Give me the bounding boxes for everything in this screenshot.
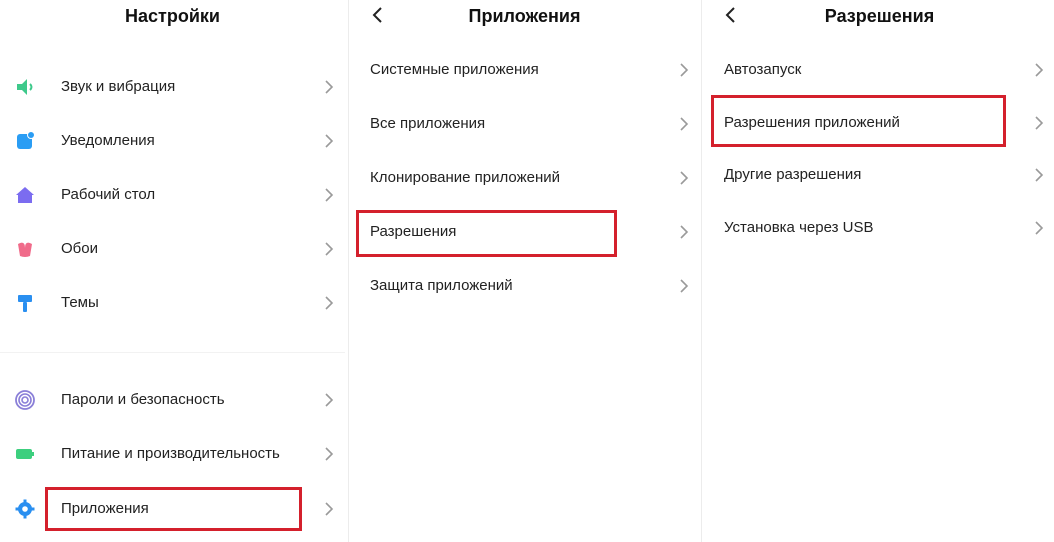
chevron-right-icon — [1034, 116, 1044, 130]
permissions-item-usb-install[interactable] — [705, 208, 1054, 248]
screen-divider — [348, 0, 349, 542]
apps-item-app-lock[interactable] — [352, 266, 697, 306]
settings-item-sound[interactable] — [0, 67, 345, 107]
apps-item-clone-apps[interactable] — [352, 158, 697, 198]
settings-item-label: Рабочий стол — [61, 186, 156, 203]
chevron-right-icon — [324, 188, 334, 202]
apps-item-label: Клонирование приложений — [370, 169, 561, 186]
page-title: Приложения — [468, 6, 581, 26]
screen-divider — [701, 0, 702, 542]
sound-icon — [14, 76, 36, 98]
settings-item-label: Темы — [61, 294, 99, 311]
settings-item-label: Пароли и безопасность — [61, 391, 225, 408]
wallpaper-icon — [14, 238, 36, 260]
chevron-right-icon — [324, 242, 334, 256]
apps-item-label: Защита приложений — [370, 277, 513, 294]
chevron-right-icon — [324, 80, 334, 94]
permissions-item-label: Разрешения приложений — [724, 114, 900, 131]
permissions-item-label: Другие разрешения — [724, 166, 862, 183]
settings-item-battery[interactable] — [0, 434, 345, 474]
section-divider — [0, 352, 345, 353]
gear-icon — [14, 498, 36, 520]
permissions-item-label: Установка через USB — [724, 219, 874, 236]
chevron-right-icon — [324, 134, 334, 148]
themes-icon — [14, 292, 36, 314]
permissions-item-other[interactable] — [705, 155, 1054, 195]
settings-item-home-screen[interactable] — [0, 175, 345, 215]
chevron-right-icon — [679, 279, 689, 293]
settings-item-notifications[interactable] — [0, 121, 345, 161]
battery-icon — [14, 443, 36, 465]
chevron-right-icon — [324, 447, 334, 461]
chevron-right-icon — [679, 171, 689, 185]
chevron-right-icon — [679, 117, 689, 131]
apps-screen — [352, 0, 697, 542]
apps-item-all-apps[interactable] — [352, 104, 697, 144]
home-icon — [14, 184, 36, 206]
permissions-item-app-permissions[interactable] — [705, 103, 1054, 143]
permissions-item-autostart[interactable] — [705, 50, 1054, 90]
settings-item-label: Звук и вибрация — [61, 78, 176, 95]
apps-item-label: Разрешения — [370, 223, 457, 240]
page-title: Настройки — [125, 6, 220, 26]
settings-item-wallpaper[interactable] — [0, 229, 345, 269]
apps-item-label: Системные приложения — [370, 61, 539, 78]
apps-item-label: Все приложения — [370, 115, 486, 132]
chevron-right-icon — [324, 296, 334, 310]
permissions-item-label: Автозапуск — [724, 61, 802, 78]
apps-item-permissions[interactable] — [352, 212, 697, 252]
settings-item-apps[interactable] — [0, 489, 345, 529]
settings-item-label: Обои — [61, 240, 98, 257]
settings-screen — [0, 0, 345, 542]
permissions-screen — [705, 0, 1054, 542]
settings-item-themes[interactable] — [0, 283, 345, 323]
apps-item-system-apps[interactable] — [352, 50, 697, 90]
fingerprint-icon — [14, 389, 36, 411]
chevron-right-icon — [1034, 168, 1044, 182]
chevron-right-icon — [1034, 221, 1044, 235]
notifications-icon — [14, 130, 36, 152]
settings-item-security[interactable] — [0, 380, 345, 420]
settings-item-label: Уведомления — [61, 132, 155, 149]
chevron-right-icon — [679, 63, 689, 77]
page-title: Разрешения — [824, 6, 935, 26]
chevron-right-icon — [679, 225, 689, 239]
chevron-right-icon — [324, 502, 334, 516]
settings-item-label: Питание и производительность — [61, 445, 280, 462]
chevron-right-icon — [1034, 63, 1044, 77]
chevron-right-icon — [324, 393, 334, 407]
settings-item-label: Приложения — [61, 500, 149, 517]
